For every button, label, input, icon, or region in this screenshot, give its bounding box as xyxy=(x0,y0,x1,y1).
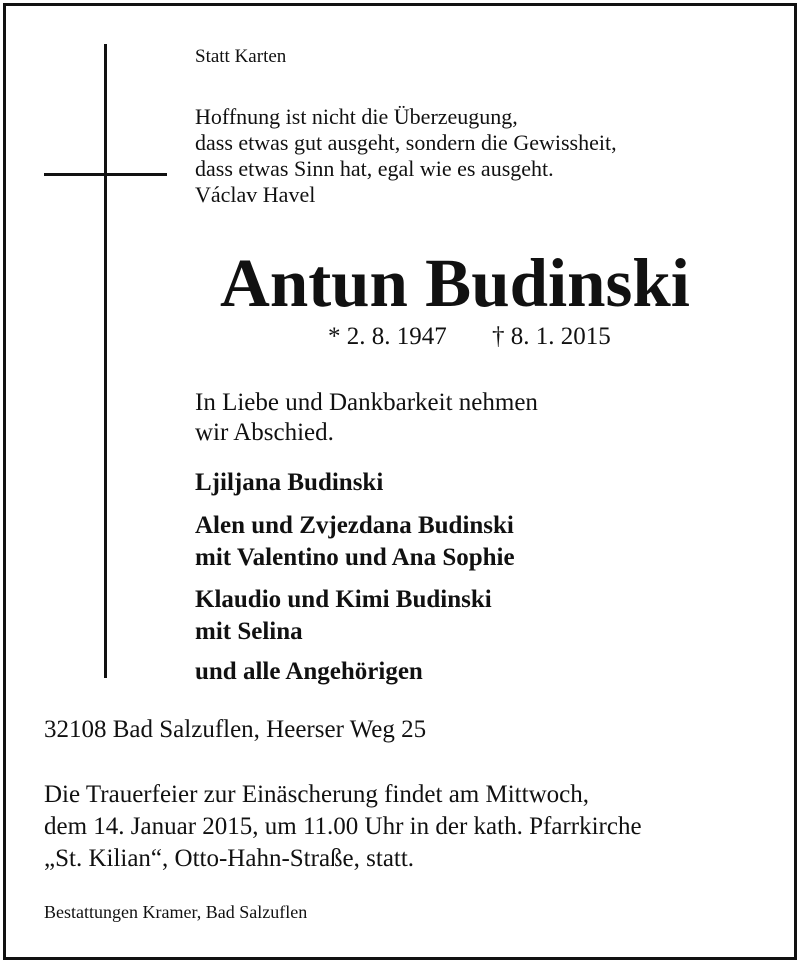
intro-text: Statt Karten xyxy=(195,46,287,67)
death-date: † 8. 1. 2015 xyxy=(492,323,611,350)
cross-horizontal-bar xyxy=(44,173,167,176)
undertaker-credit: Bestattungen Kramer, Bad Salzuflen xyxy=(44,902,308,922)
quote-line: dass etwas gut ausgeht, sondern die Gewissheit, xyxy=(195,130,617,155)
funeral-service-info xyxy=(44,779,642,875)
mourner-line: Ljiljana Budinski xyxy=(195,469,384,496)
quote-line: Hoffnung ist nicht die Überzeugung, xyxy=(195,104,518,129)
family-address: 32108 Bad Salzuflen, Heerser Weg 25 xyxy=(44,716,427,743)
service-line: „St. Kilian“, Otto-Hahn-Straße, statt. xyxy=(44,845,415,872)
farewell-line: In Liebe und Dankbarkeit nehmen xyxy=(195,389,538,416)
cross-vertical-bar xyxy=(104,44,107,678)
mourner-line: Alen und Zvjezdana Budinski xyxy=(195,512,514,539)
service-line: dem 14. Januar 2015, um 11.00 Uhr in der kath. Pfarrkirche xyxy=(44,813,642,840)
birth-date: * 2. 8. 1947 xyxy=(328,323,447,350)
mourner-line: mit Selina xyxy=(195,618,303,645)
deceased-name: Antun Budinski xyxy=(220,245,690,321)
mourner-line: mit Valentino und Ana Sophie xyxy=(195,544,515,571)
mourner-line: und alle Angehörigen xyxy=(195,658,423,685)
mourner-line: Klaudio und Kimi Budinski xyxy=(195,586,492,613)
service-line: Die Trauerfeier zur Einäscherung findet am Mittwoch, xyxy=(44,781,589,808)
quote-author: Václav Havel xyxy=(195,182,316,207)
quote-block xyxy=(195,104,617,208)
quote-line: dass etwas Sinn hat, egal wie es ausgeht. xyxy=(195,156,554,181)
farewell-line: wir Abschied. xyxy=(195,419,334,446)
farewell-text xyxy=(195,388,538,448)
